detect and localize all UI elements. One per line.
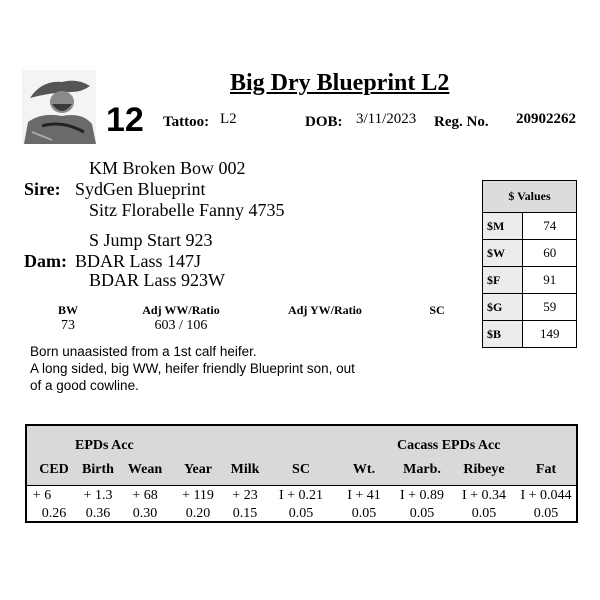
epd-table [25,424,578,523]
perf-header-ww: Adj WW/Ratio [142,303,220,317]
sire-name: SydGen Blueprint [75,179,206,199]
acc-value-ribeye: 0.05 [471,506,497,521]
dollar-key: $W [483,240,523,267]
remark-line: Born unaasisted from a 1st calf heifer. [30,344,257,359]
epd-col-birth: Birth [82,462,114,477]
tattoo-label: Tattoo: [163,114,210,130]
epd-col-ced: CED [39,462,69,477]
epd-value-sc: I + 0.21 [278,488,324,503]
acc-value-milk: 0.15 [232,506,258,521]
epd-value-fat: I + 0.044 [520,488,572,503]
epd-col-milk: Milk [230,462,260,477]
dollar-value: 60 [523,240,577,267]
dollar-value: 149 [523,321,577,348]
dollar-values-table [482,180,577,348]
epd-value-ribeye: I + 0.34 [461,488,507,503]
dam-sire: S Jump Start 923 [89,230,213,250]
acc-value-birth: 0.36 [85,506,111,521]
remarks [30,343,355,394]
animal-name-title: Big Dry Blueprint L2 [230,70,450,96]
perf-header-yw: Adj YW/Ratio [288,303,362,317]
epd-col-sc: SC [292,462,310,477]
acc-value-fat: 0.05 [533,506,559,521]
table-row [483,321,577,348]
epd-group-label: EPDs Acc [75,438,134,453]
dob-value: 3/11/2023 [356,111,417,127]
acc-value-year: 0.20 [185,506,211,521]
acc-value-sc: 0.05 [288,506,314,521]
reg-no-label: Reg. No. [434,114,489,130]
dam-dam: BDAR Lass 923W [89,270,225,290]
dam-label: Dam: [24,251,67,271]
epd-col-wean: Wean [127,462,163,477]
carcass-epd-group-label: Cacass EPDs Acc [397,438,501,453]
remark-line: of a good cowline. [30,378,139,393]
perf-value-bw: 73 [61,318,75,333]
reg-no-value: 20902262 [516,111,576,127]
perf-header-sc: SC [429,303,445,317]
epd-col-fat: Fat [535,462,557,477]
epd-value-milk: + 23 [232,488,258,503]
sire-label: Sire: [24,179,61,199]
acc-value-wean: 0.30 [132,506,158,521]
epd-col-marb: Marb. [403,462,441,477]
perf-value-ww: 603 / 106 [154,318,208,333]
acc-value-marb: 0.05 [409,506,435,521]
acc-value-ced: 0.26 [41,506,67,521]
epd-value-birth: + 1.3 [83,488,113,503]
epd-value-wt: I + 41 [347,488,381,503]
epd-col-year: Year [184,462,212,477]
epd-value-year: + 119 [182,488,214,503]
epd-value-marb: I + 0.89 [399,488,445,503]
epd-col-ribeye: Ribeye [463,462,505,477]
table-row [483,267,577,294]
sire-sire: KM Broken Bow 002 [89,158,246,178]
dollar-values-title: $ Values [483,181,577,213]
dollar-value: 74 [523,213,577,240]
epd-col-wt: Wt. [352,462,376,477]
lot-number: 12 [106,101,144,139]
dollar-value: 91 [523,267,577,294]
acc-value-wt: 0.05 [351,506,377,521]
dob-label: DOB: [305,114,343,130]
epd-value-ced: + 6 [32,488,52,503]
dollar-key: $M [483,213,523,240]
table-row [483,240,577,267]
table-row [483,213,577,240]
dollar-key: $B [483,321,523,348]
remark-line: A long sided, big WW, heifer friendly Blueprint son, out [30,361,355,376]
dollar-key: $F [483,267,523,294]
tattoo-value: L2 [220,111,237,127]
dollar-value: 59 [523,294,577,321]
table-row [483,294,577,321]
epd-value-wean: + 68 [132,488,158,503]
cowboy-photo [22,70,96,144]
perf-header-bw: BW [57,303,78,317]
dollar-key: $G [483,294,523,321]
sire-dam: Sitz Florabelle Fanny 4735 [89,200,285,220]
dam-name: BDAR Lass 147J [75,251,202,271]
